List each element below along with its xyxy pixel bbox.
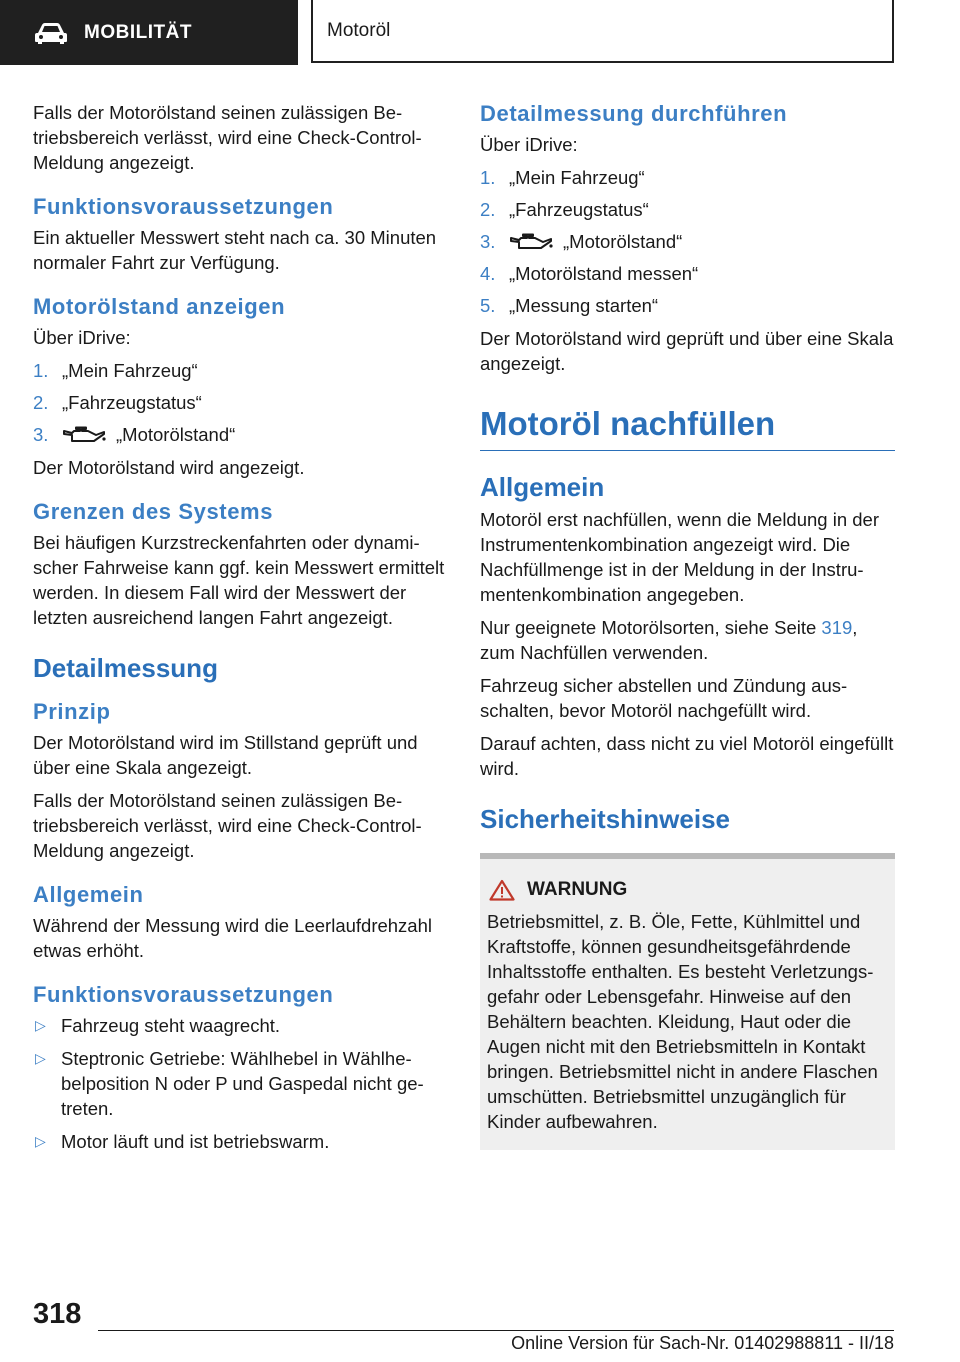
paragraph-idrive-1: Über iDrive: (33, 327, 131, 348)
list-item (33, 358, 445, 383)
steps-list-right (480, 165, 895, 318)
car-icon (34, 21, 68, 45)
page-reference-link[interactable]: 319 (821, 617, 853, 638)
right-column (480, 100, 895, 1150)
heading-allgemein-left: Allgemein (33, 882, 144, 907)
paragraph-skala: Der Motorölstand wird geprüft und über eine Skala angezeigt. (480, 328, 894, 374)
heading-motoroelstand-anzeigen: Motorölstand anzeigen (33, 294, 286, 319)
step-number: 1. (33, 360, 49, 381)
heading-detailmessung: Detailmessung (33, 653, 218, 683)
page-header (0, 0, 960, 66)
text-before-link: Nur geeignete Motorölsorten, siehe Seite (480, 617, 822, 638)
heading-detailmessung-durchfuehren: Detailmessung durchführen (480, 101, 788, 126)
heading-grenzen: Grenzen des Systems (33, 499, 274, 524)
step-text: „Fahrzeugstatus“ (509, 199, 649, 220)
step-number: 2. (33, 392, 49, 413)
bullet-text: Steptronic Getriebe: Wählhebel in Wählhebelposition N oder P und Gaspedal nicht getreten. (61, 1048, 424, 1119)
step-text: „Motorölstand“ (116, 424, 236, 445)
list-item (33, 1046, 445, 1121)
heading-motoroel-nachfuellen: Motoröl nachfüllen (480, 402, 895, 451)
paragraph-funktion-1: Ein aktueller Messwert steht nach ca. 30 Minuten normaler Fahrt zur Verfügung. (33, 227, 437, 273)
paragraph-prinzip-2: Falls der Motorölstand seinen zulässigen Betriebsbereich verlässt, wird eine Check-Control-Meldung angezeigt. (33, 790, 422, 861)
warning-box (480, 853, 895, 1150)
oil-can-icon (62, 426, 106, 444)
heading-allgemein-right: Allgemein (480, 472, 605, 502)
section-label: MOBILITÄT (84, 21, 192, 43)
paragraph-allgemein-left: Während der Messung wird die Leerlaufdrehzahl etwas erhöht. (33, 915, 432, 961)
list-item (480, 165, 895, 190)
step-number: 2. (480, 199, 496, 220)
bullet-text: Fahrzeug steht waagrecht. (61, 1015, 281, 1036)
list-item (480, 293, 895, 318)
left-column (33, 100, 445, 1162)
paragraph-angezeigt: Der Motorölstand wird angezeigt. (33, 457, 305, 478)
paragraph-nachfuellen-4: Darauf achten, dass nicht zu viel Motoröl eingefüllt wird. (480, 733, 894, 779)
paragraph-prinzip-1: Der Motorölstand wird im Stillstand geprüft und über eine Skala angezeigt. (33, 732, 418, 778)
page-number: 318 (33, 1298, 82, 1330)
warning-title: WARNUNG (527, 879, 628, 900)
list-item (33, 390, 445, 415)
step-text: „Mein Fahrzeug“ (62, 360, 198, 381)
step-text: „Motorölstand“ (563, 231, 683, 252)
triangle-bullet-icon: ▷ (35, 1017, 46, 1033)
step-number: 3. (480, 231, 496, 252)
oil-can-icon (509, 233, 553, 251)
bullet-list (33, 1013, 445, 1154)
step-text: „Motorölstand messen“ (509, 263, 699, 284)
footer-divider (98, 1330, 894, 1331)
list-item (480, 229, 895, 254)
text-after-link: , zum Nachfüllen verwenden. (480, 617, 858, 663)
paragraph-nachfuellen-3: Fahrzeug sicher abstellen und Zündung ausschalten, bevor Motoröl nachgefüllt wird. (480, 675, 848, 721)
step-number: 1. (480, 167, 496, 188)
step-number: 4. (480, 263, 496, 284)
warning-header (487, 879, 887, 901)
warning-triangle-icon (489, 879, 515, 901)
list-item (33, 1129, 445, 1154)
paragraph-nachfuellen-2 (480, 615, 895, 665)
list-item (480, 261, 895, 286)
footer-version: Online Version für Sach-Nr. 01402988811 - II/18 (511, 1333, 894, 1353)
topic-label: Motoröl (327, 19, 391, 41)
steps-list-left (33, 358, 445, 447)
triangle-bullet-icon: ▷ (35, 1050, 46, 1066)
step-number: 5. (480, 295, 496, 316)
list-item (33, 422, 445, 447)
paragraph-idrive-2: Über iDrive: (480, 134, 578, 155)
list-item (480, 197, 895, 222)
step-text: „Fahrzeugstatus“ (62, 392, 202, 413)
step-text: „Mein Fahrzeug“ (509, 167, 645, 188)
paragraph-grenzen: Bei häufigen Kurzstreckenfahrten oder dynamischer Fahrweise kann ggf. kein Messwert ermittelt werden. In diesem Fall wird der Messwert der letzten ausreichend langen Fahrt angezeigt. (33, 532, 445, 628)
heading-sicherheitshinweise: Sicherheitshinweise (480, 804, 730, 834)
heading-funktionsvoraussetzungen-2: Funktionsvoraussetzungen (33, 982, 334, 1007)
warning-text: Betriebsmittel, z. B. Öle, Fette, Kühlmittel und Kraftstoffe, können gesundheitsgefährdende Inhaltsstoffe enthalten. Es besteht Verletzungsgefahr oder Lebensgefahr. Hinweise auf den Behältern beachten. Kleidung, Haut oder die Augen nicht mit den Betriebsmitteln in Kontakt bringen. Betriebsmittel nicht in andere Flaschen umschütten. Betriebsmittel unzugänglich für Kinder aufbewahren. (487, 911, 878, 1132)
list-item (33, 1013, 445, 1038)
topic-tab (311, 0, 894, 63)
paragraph-nachfuellen-1: Motoröl erst nachfüllen, wenn die Meldung in der Instrumentenkombination angezeigt wird. Die Nachfüllmenge ist in der Meldung in der Instrumentenkombination angegeben. (480, 509, 880, 605)
step-text: „Messung starten“ (509, 295, 659, 316)
section-tab[interactable] (0, 0, 298, 65)
intro-paragraph: Falls der Motorölstand seinen zulässigen Betriebsbereich verlässt, wird eine Check-Control-Meldung angezeigt. (33, 102, 422, 173)
heading-funktionsvoraussetzungen-1: Funktionsvoraussetzungen (33, 194, 334, 219)
step-number: 3. (33, 424, 49, 445)
bullet-text: Motor läuft und ist betriebswarm. (61, 1131, 330, 1152)
heading-prinzip: Prinzip (33, 699, 111, 724)
triangle-bullet-icon: ▷ (35, 1133, 46, 1149)
